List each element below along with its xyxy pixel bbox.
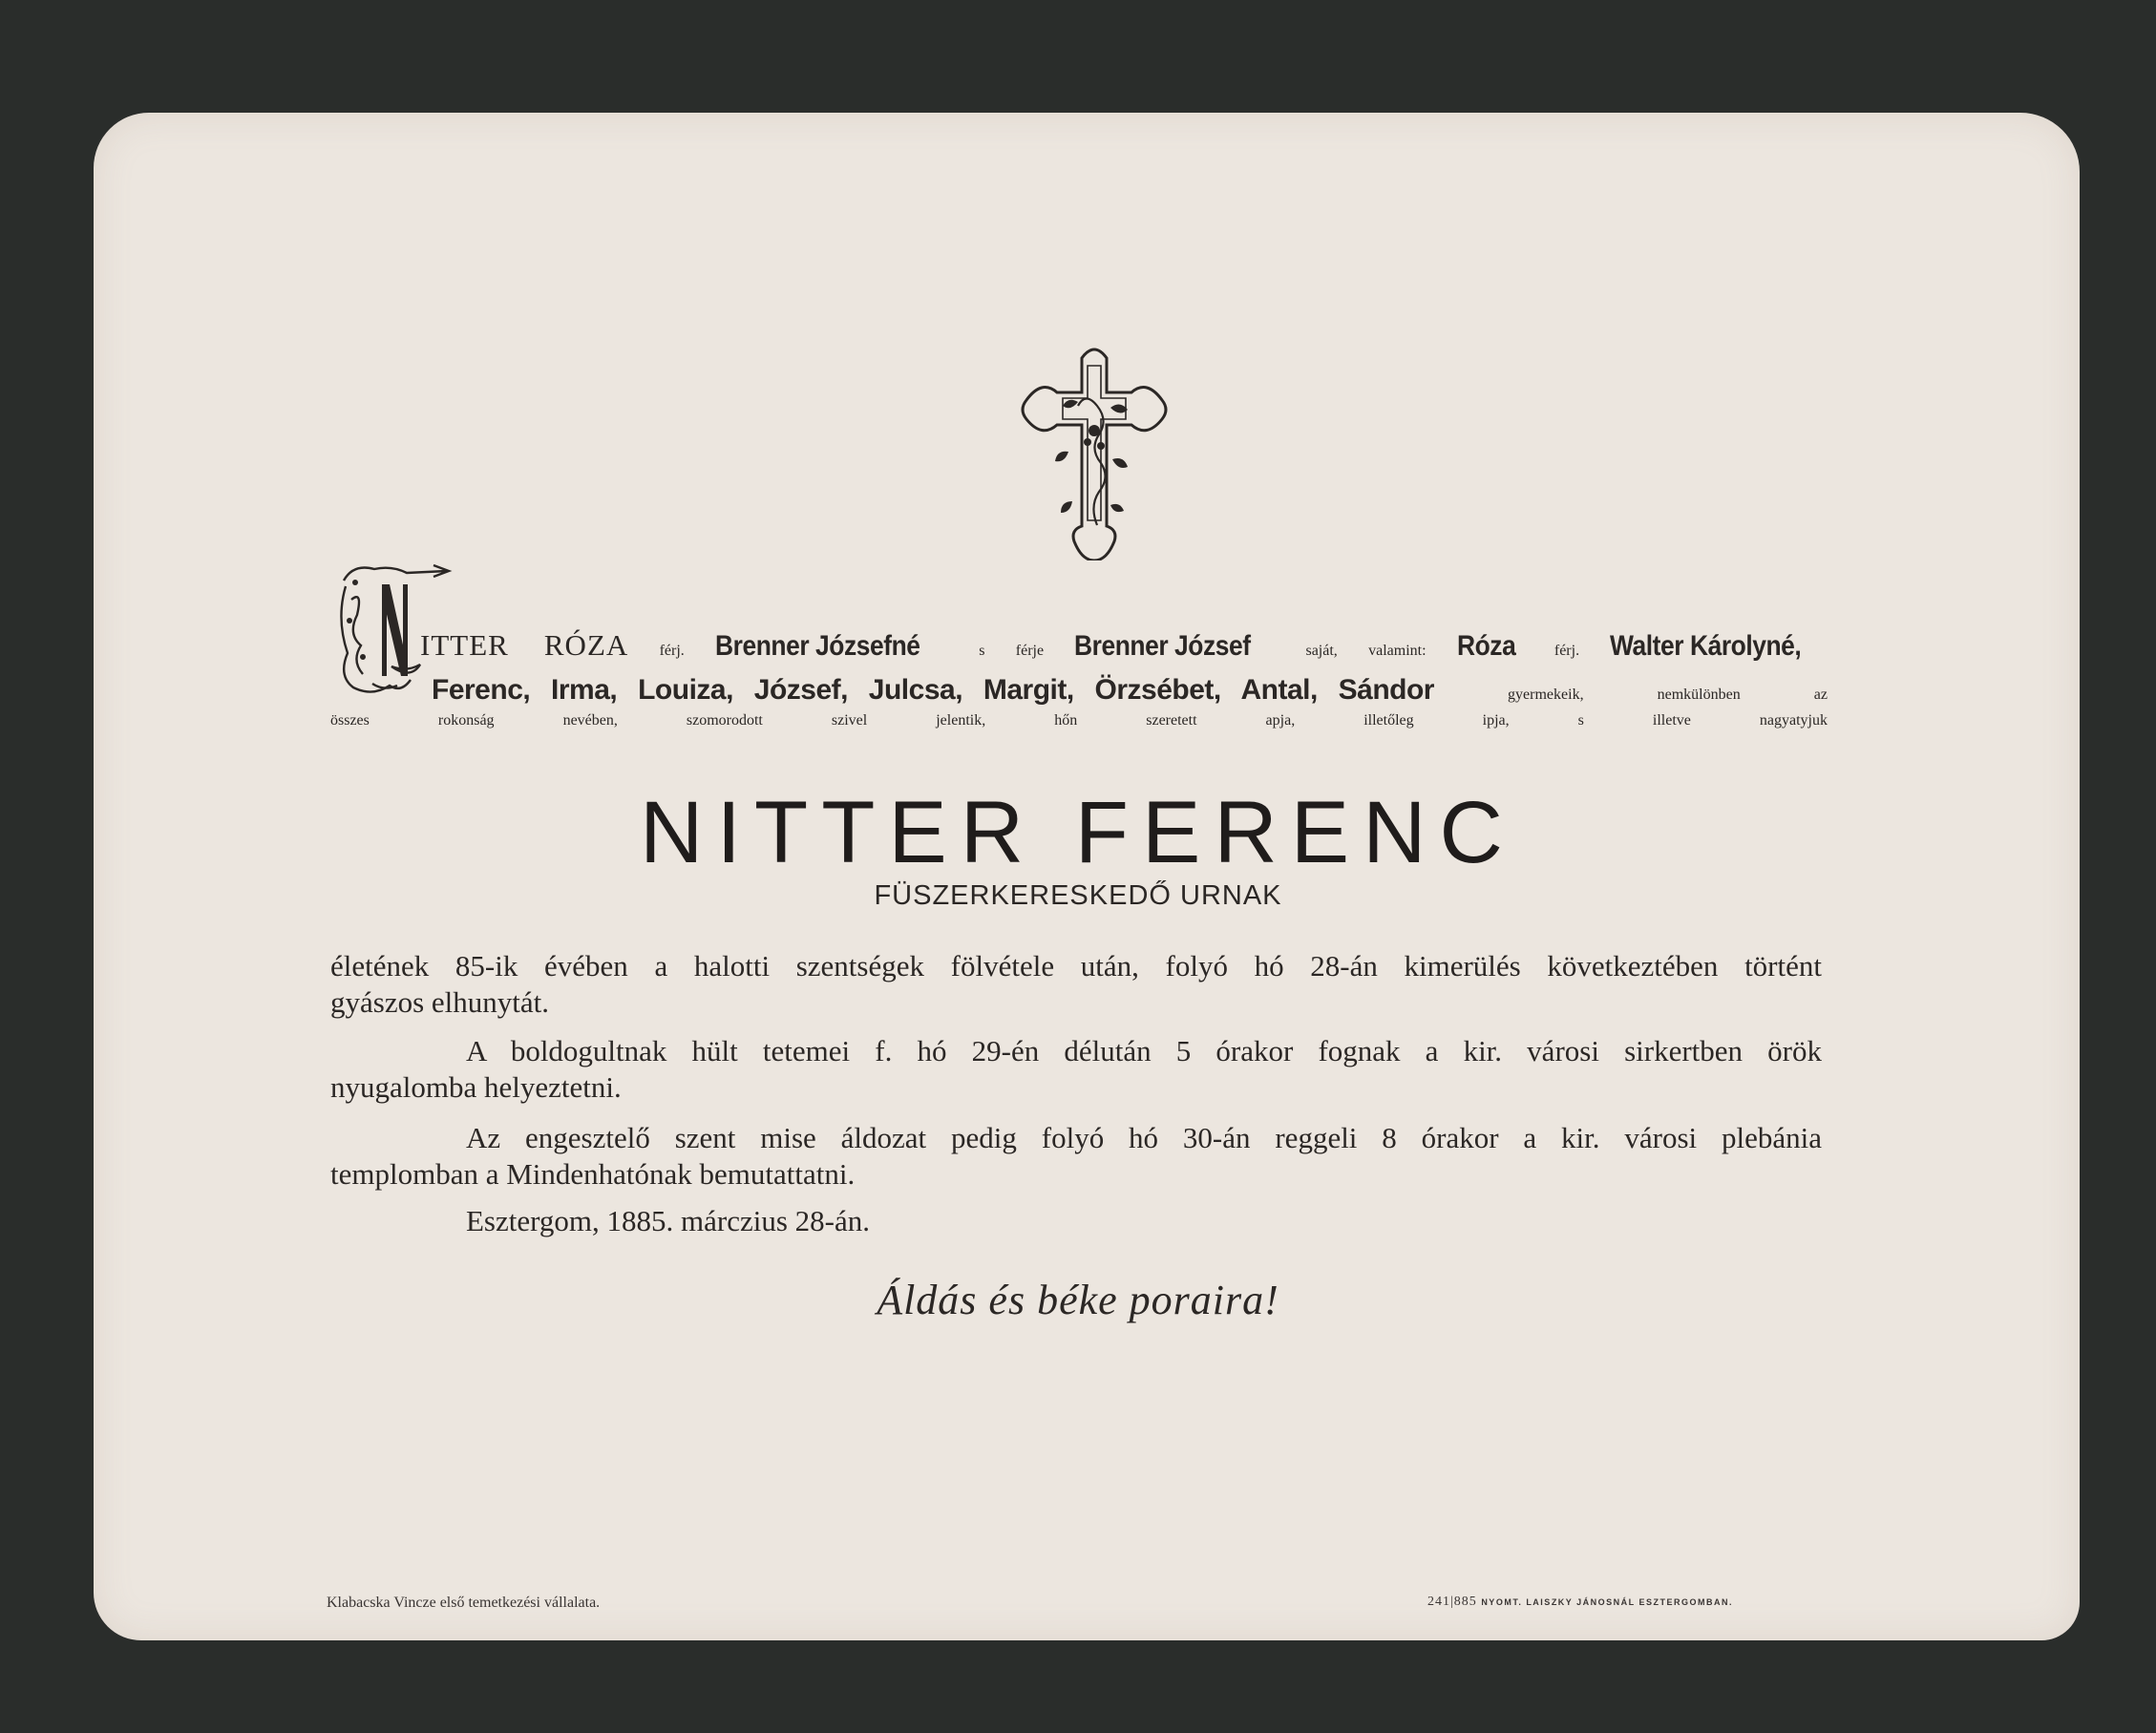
ornamental-cross-icon (1019, 339, 1170, 560)
place-date: Esztergom, 1885. márczius 28-án. (466, 1204, 870, 1237)
relative-name: Brenner József (1074, 630, 1251, 662)
intro-line-3: összes rokonság nevében, szomorodott szivel jelentik, hőn szeretett apja, illetőleg ipja, s illetve nagyatyjuk (330, 712, 1828, 729)
children-names: Ferenc, Irma, Louiza, József, Julcsa, Margit, Örzsébet, Antal, Sándor (432, 674, 1434, 706)
print-number: 241|885 (1427, 1595, 1477, 1609)
printer-name: NYOMT. LAISZKY JÁNOSNÁL ESZTERGOMBAN. (1481, 1597, 1733, 1607)
intro-line-1: ITTER RÓZA férj. Brenner Józsefné s férje Brenner József saját, valamint: Róza férj. Walter Károlyné, (420, 628, 1802, 662)
footer-printer (1427, 1595, 1733, 1610)
intro-name-start: ITTER RÓZA (420, 628, 629, 662)
paragraph-2-line-1: A boldogultnak hült tetemei f. hó 29-én délután 5 órakor fognak a kir. városi sirkertben örök (466, 1034, 1822, 1067)
intro-line-2: Ferenc, Irma, Louiza, József, Julcsa, Margit, Örzsébet, Antal, Sándor gyermekeik, nemkülönben az (432, 674, 1828, 706)
paragraph-1-line-2: gyászos elhunytát. (330, 985, 550, 1019)
paragraph-3-line-1: Az engesztelő szent mise áldozat pedig folyó hó 30-án reggeli 8 órakor a kir. városi plebánia (466, 1121, 1822, 1154)
paragraph-3-line-2: templomban a Mindenhatónak bemutattatni. (330, 1157, 856, 1191)
relative-name: Walter Károlyné, (1610, 630, 1802, 662)
relative-name: Brenner Józsefné (715, 630, 920, 662)
occupation: FÜSZERKERESKEDŐ URNAK (874, 880, 1282, 911)
deceased-name: NITTER FERENC (640, 784, 1516, 881)
relative-name: Róza (1456, 630, 1516, 662)
footer-undertaker: Klabacska Vincze első temetkezési vállalata. (327, 1595, 601, 1611)
closing-blessing: Áldás és béke poraira! (877, 1277, 1279, 1323)
paragraph-2-line-2: nyugalomba helyeztetni. (330, 1070, 622, 1104)
paragraph-1-line-1: életének 85-ik évében a halotti szentségek fölvétele után, folyó hó 28-án kimerülés következtében történt (330, 949, 1822, 983)
